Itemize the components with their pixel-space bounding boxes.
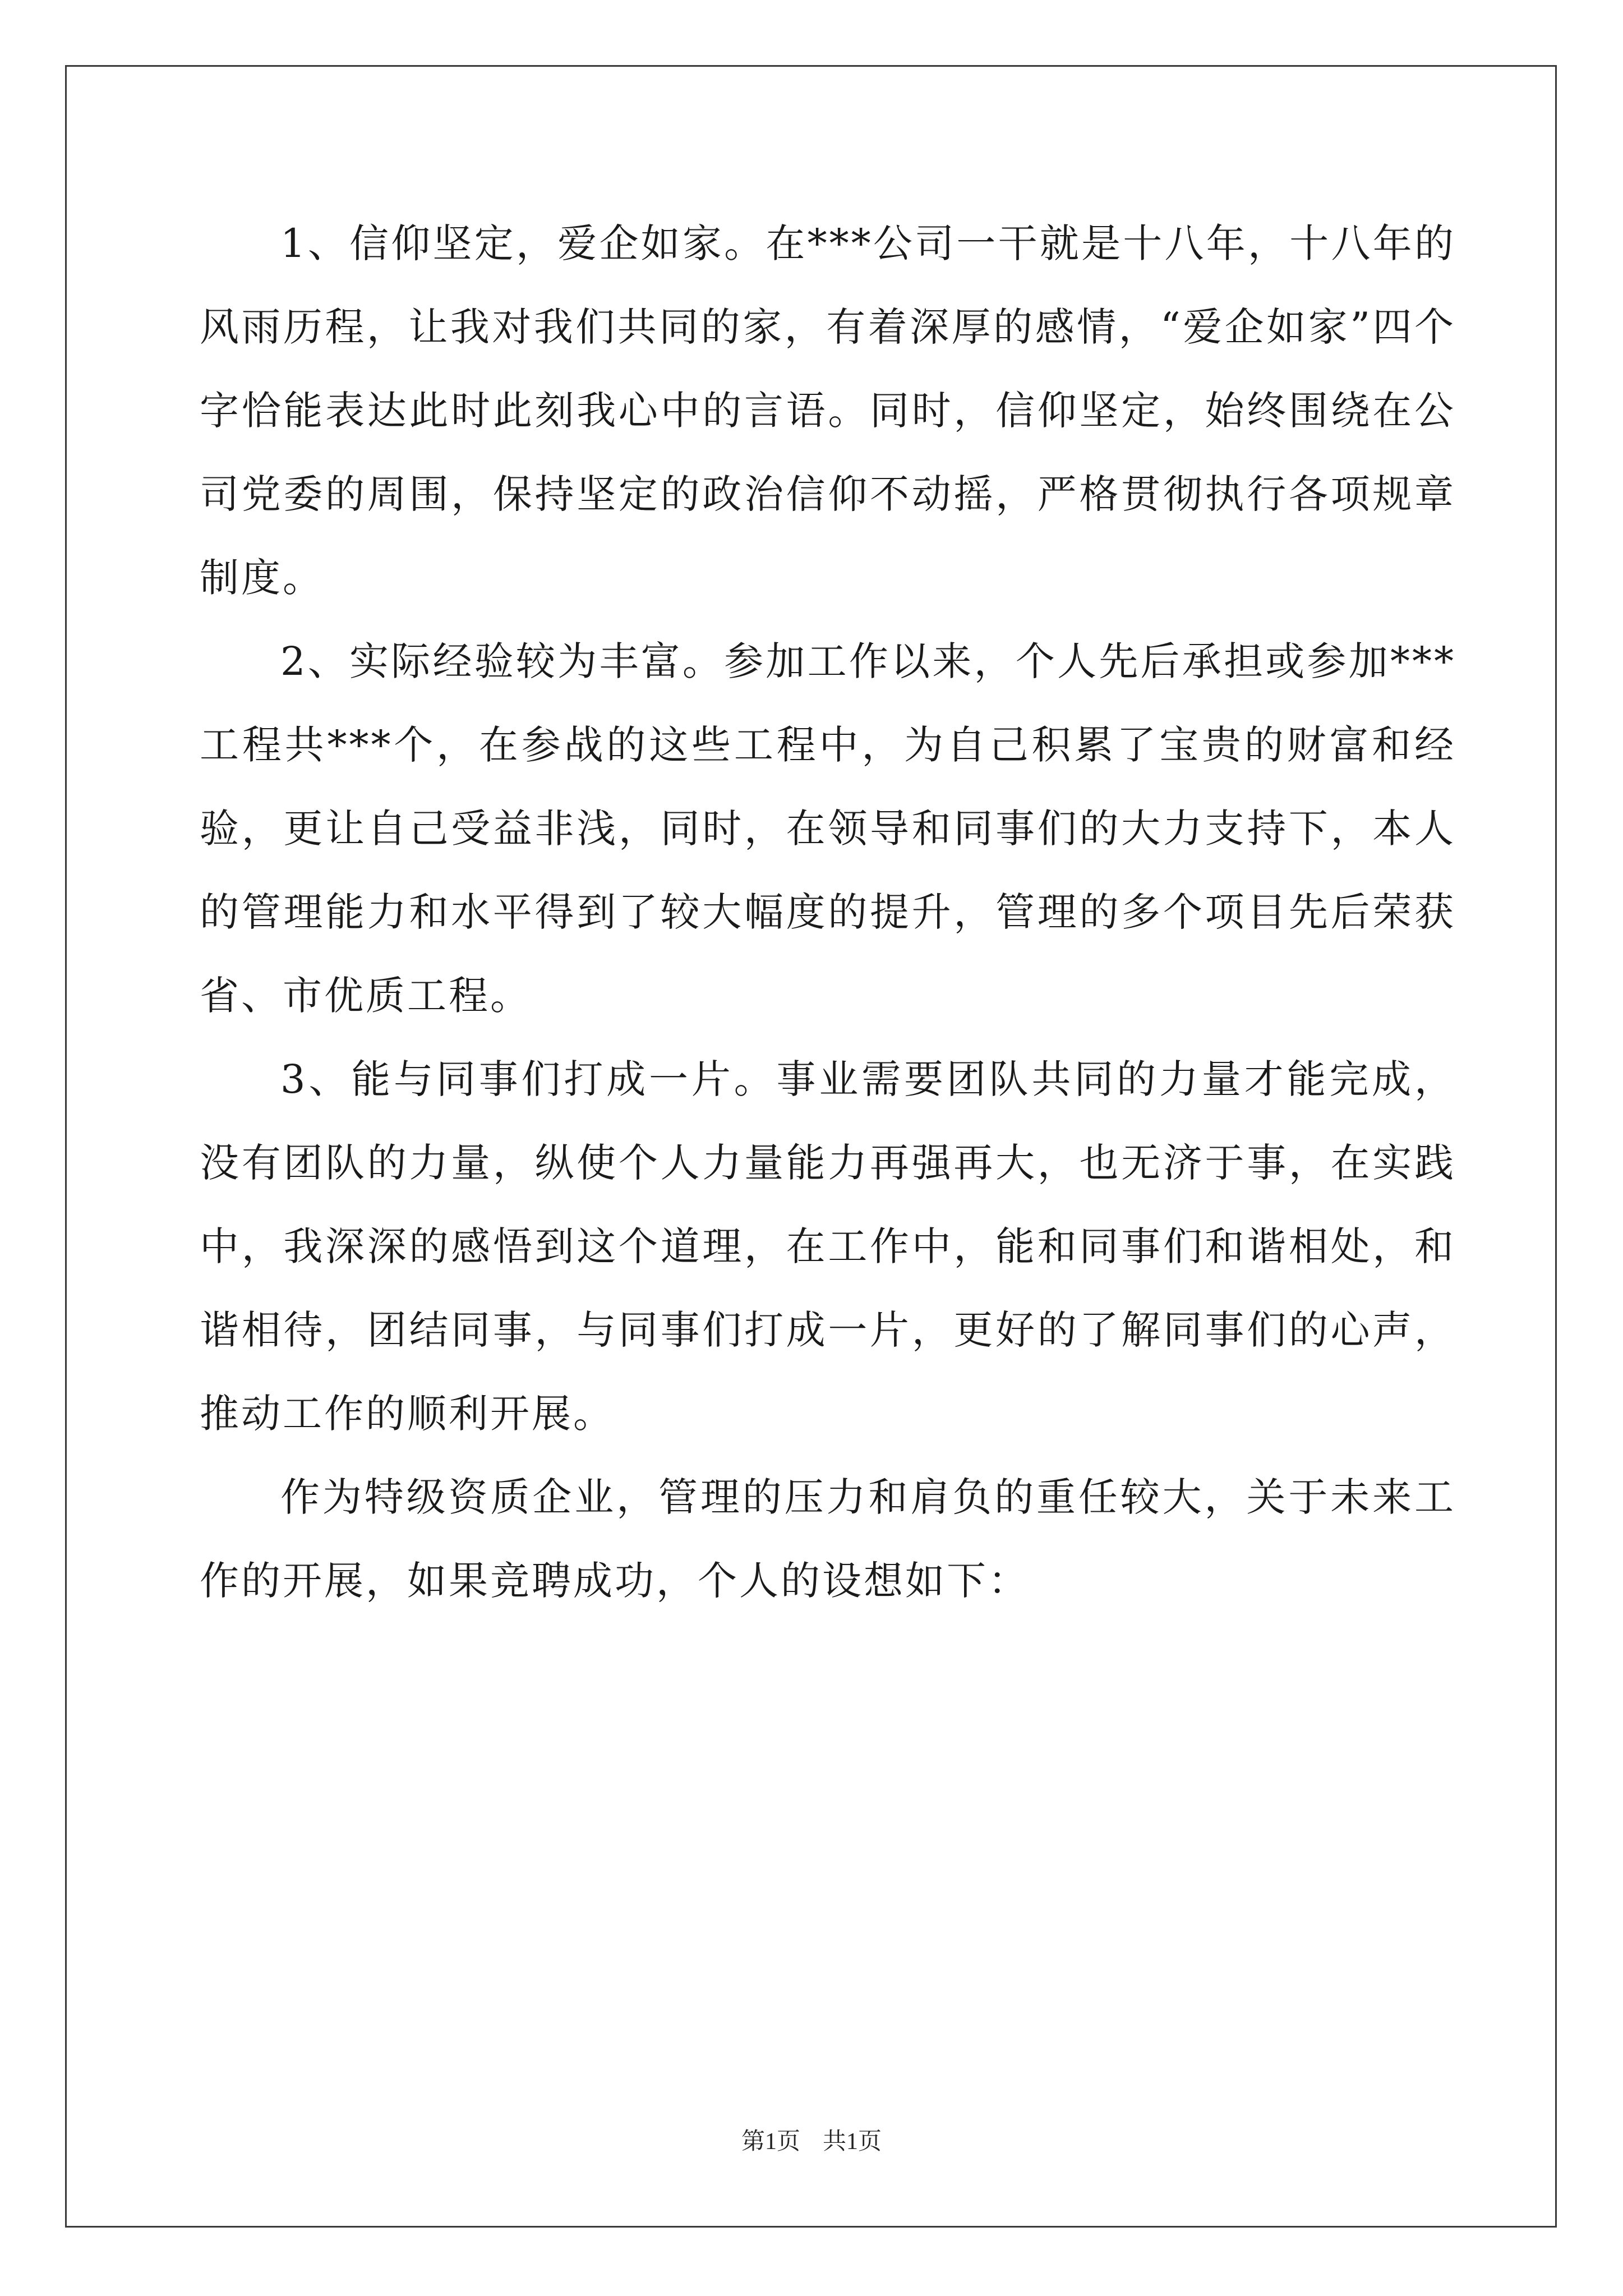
paragraph-4: 作为特级资质企业，管理的压力和肩负的重任较大，关于未来工作的开展，如果竞聘成功，个人的设想如下： [200, 1474, 1456, 1604]
paragraph-2: 2、实际经验较为丰富。参加工作以来，个人先后承担或参加***工程共***个，在参战的这些工程中，为自己积累了宝贵的财富和经验，更让自己受益非浅，同时，在领导和同事们的大力支持下，本人的管理能力和水平得到了较大幅度的提升，管理的多个项目先后荣获省、市优质工程。 [200, 638, 1456, 1019]
document-body [200, 202, 1456, 1623]
paragraph-1: 1、信仰坚定，爱企如家。在***公司一干就是十八年，十八年的风雨历程，让我对我们共同的家，有着深厚的感情，“爱企如家”四个字恰能表达此时此刻我心中的言语。同时，信仰坚定，始终围绕在公司党委的周围，保持坚定的政治信仰不动摇，严格贯彻执行各项规章制度。 [200, 220, 1456, 601]
paragraph-3: 3、能与同事们打成一片。事业需要团队共同的力量才能完成，没有团队的力量，纵使个人力量能力再强再大，也无济于事，在实践中，我深深的感悟到这个道理，在工作中，能和同事们和谐相处，和谐相待，团结同事，与同事们打成一片，更好的了解同事们的心声，推动工作的顺利开展。 [200, 1056, 1456, 1437]
page-number-current: 第1页 [741, 2129, 800, 2155]
page-number-total: 共1页 [823, 2129, 882, 2155]
page-footer [0, 2125, 1623, 2159]
